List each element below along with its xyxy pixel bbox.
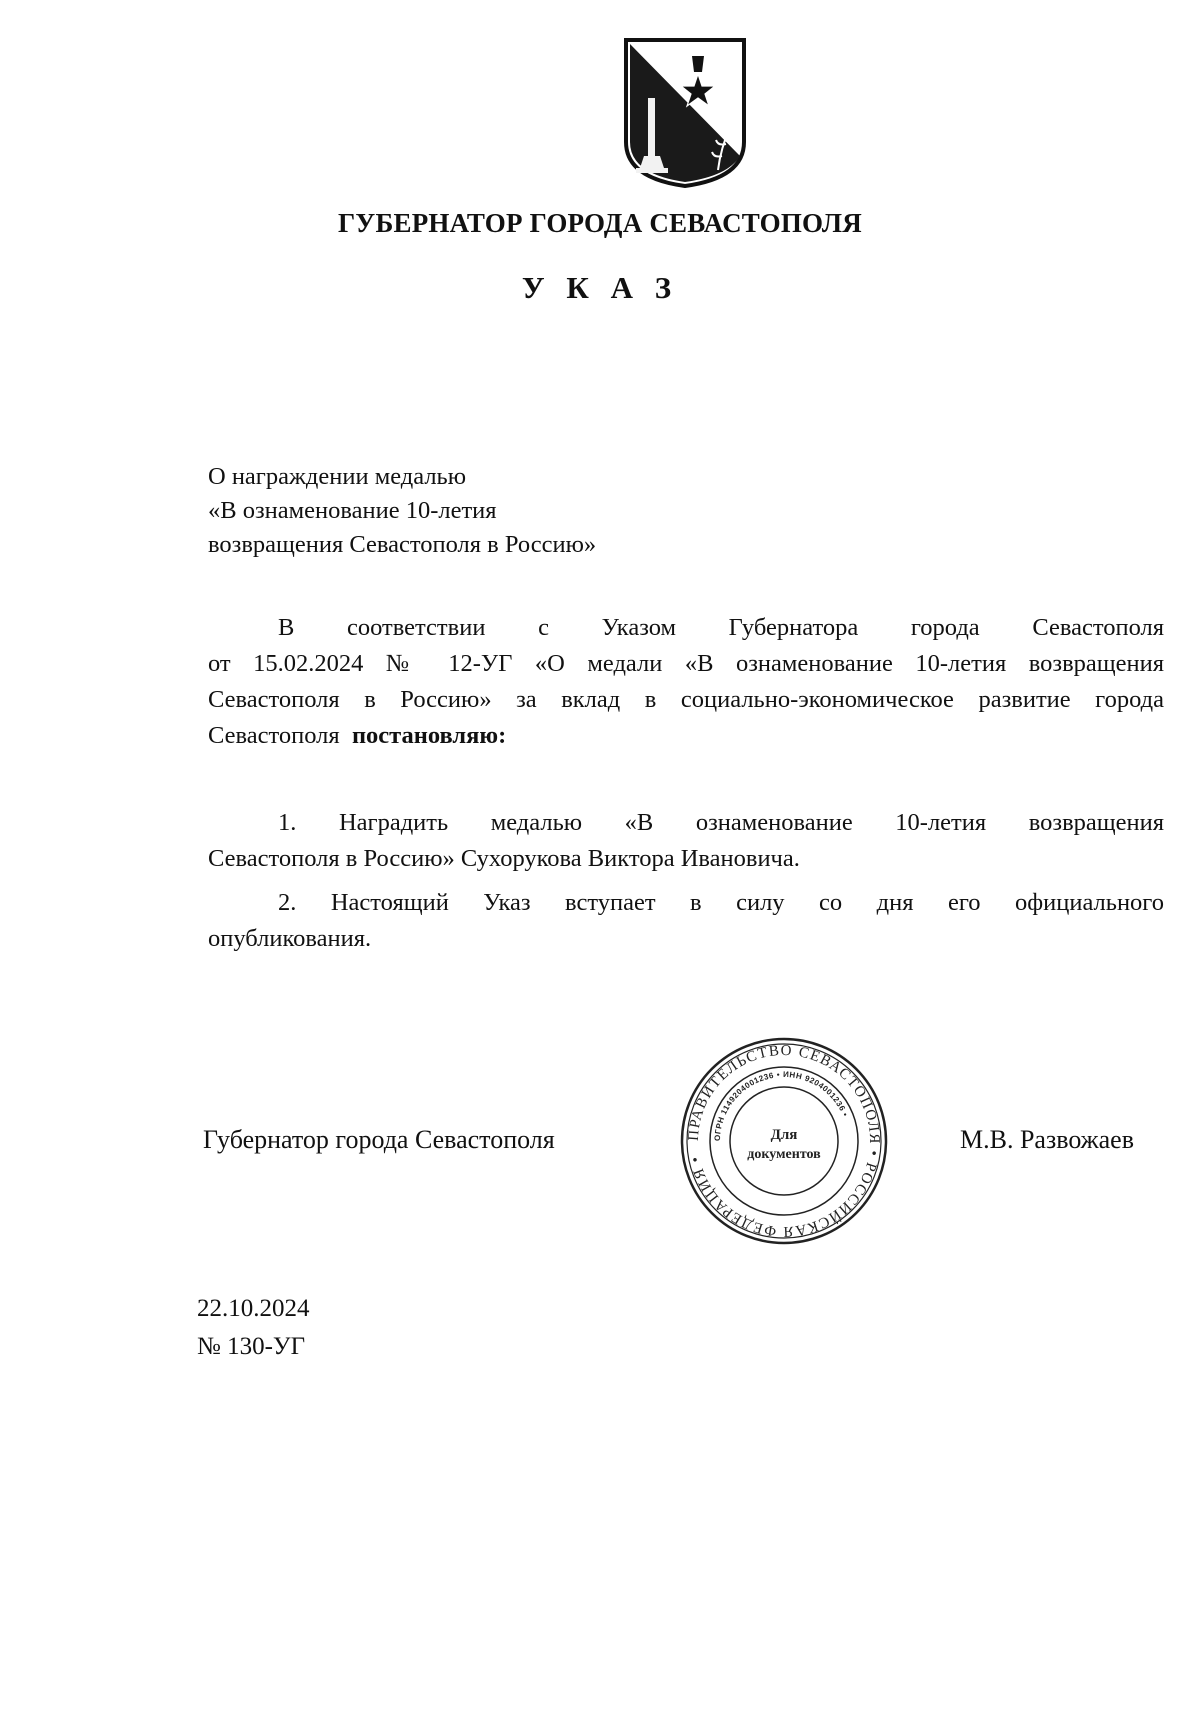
seal-outer-text: ПРАВИТЕЛЬСТВО СЕВАСТОПОЛЯ • РОССИЙСКАЯ ФЕДЕРАЦИЯ • (685, 1042, 883, 1240)
issuer-title: ГУБЕРНАТОР ГОРОДА СЕВАСТОПОЛЯ (338, 208, 862, 238)
seal-inner-text: ОГРН 1149204001236 • ИНН 9204001236 • (712, 1069, 850, 1142)
preamble-paragraph (208, 610, 1164, 754)
seal-center-line-1: Для (770, 1127, 798, 1143)
decree-word: постановляю: (351, 722, 507, 749)
document-number: № 130-УГ (197, 1333, 306, 1360)
document-type-heading: У К А З (521, 270, 679, 305)
seal-center-line-2: документов (747, 1147, 821, 1162)
subject-line: «В ознаменование 10-летия (208, 497, 497, 524)
preamble-last-line (208, 718, 1164, 754)
item-line: 1. Наградить медалью «В ознаменование 10-летия возвращения (278, 809, 1164, 836)
official-seal-stamp (678, 1035, 890, 1247)
decree-item-2 (208, 885, 1164, 957)
item-line: 2. Настоящий Указ вступает в силу со дня его официального (278, 889, 1164, 916)
decree-item-1 (208, 805, 1164, 877)
document-subject (208, 460, 768, 562)
subject-line: О награждении медалью (208, 463, 467, 490)
preamble-last-word: Севастополя (208, 722, 340, 749)
preamble-line: Севастополя в Россию» за вклад в социально-экономическое развитие города (208, 686, 1164, 713)
signatory-name: М.В. Развожаев (960, 1125, 1135, 1154)
signatory-title: Губернатор города Севастополя (203, 1125, 555, 1154)
subject-line: возвращения Севастополя в Россию» (208, 531, 597, 558)
sevastopol-coat-of-arms-icon (622, 38, 748, 188)
preamble-line: от 15.02.2024 № 12-УГ «О медали «В ознаменование 10-летия возвращения (208, 650, 1164, 677)
document-date: 22.10.2024 (197, 1295, 310, 1322)
item-line: опубликования. (208, 925, 372, 952)
item-line: Севастополя в Россию» Сухорукова Виктора Ивановича. (208, 845, 800, 872)
preamble-line: В соответствии с Указом Губернатора города Севастополя (278, 614, 1164, 641)
